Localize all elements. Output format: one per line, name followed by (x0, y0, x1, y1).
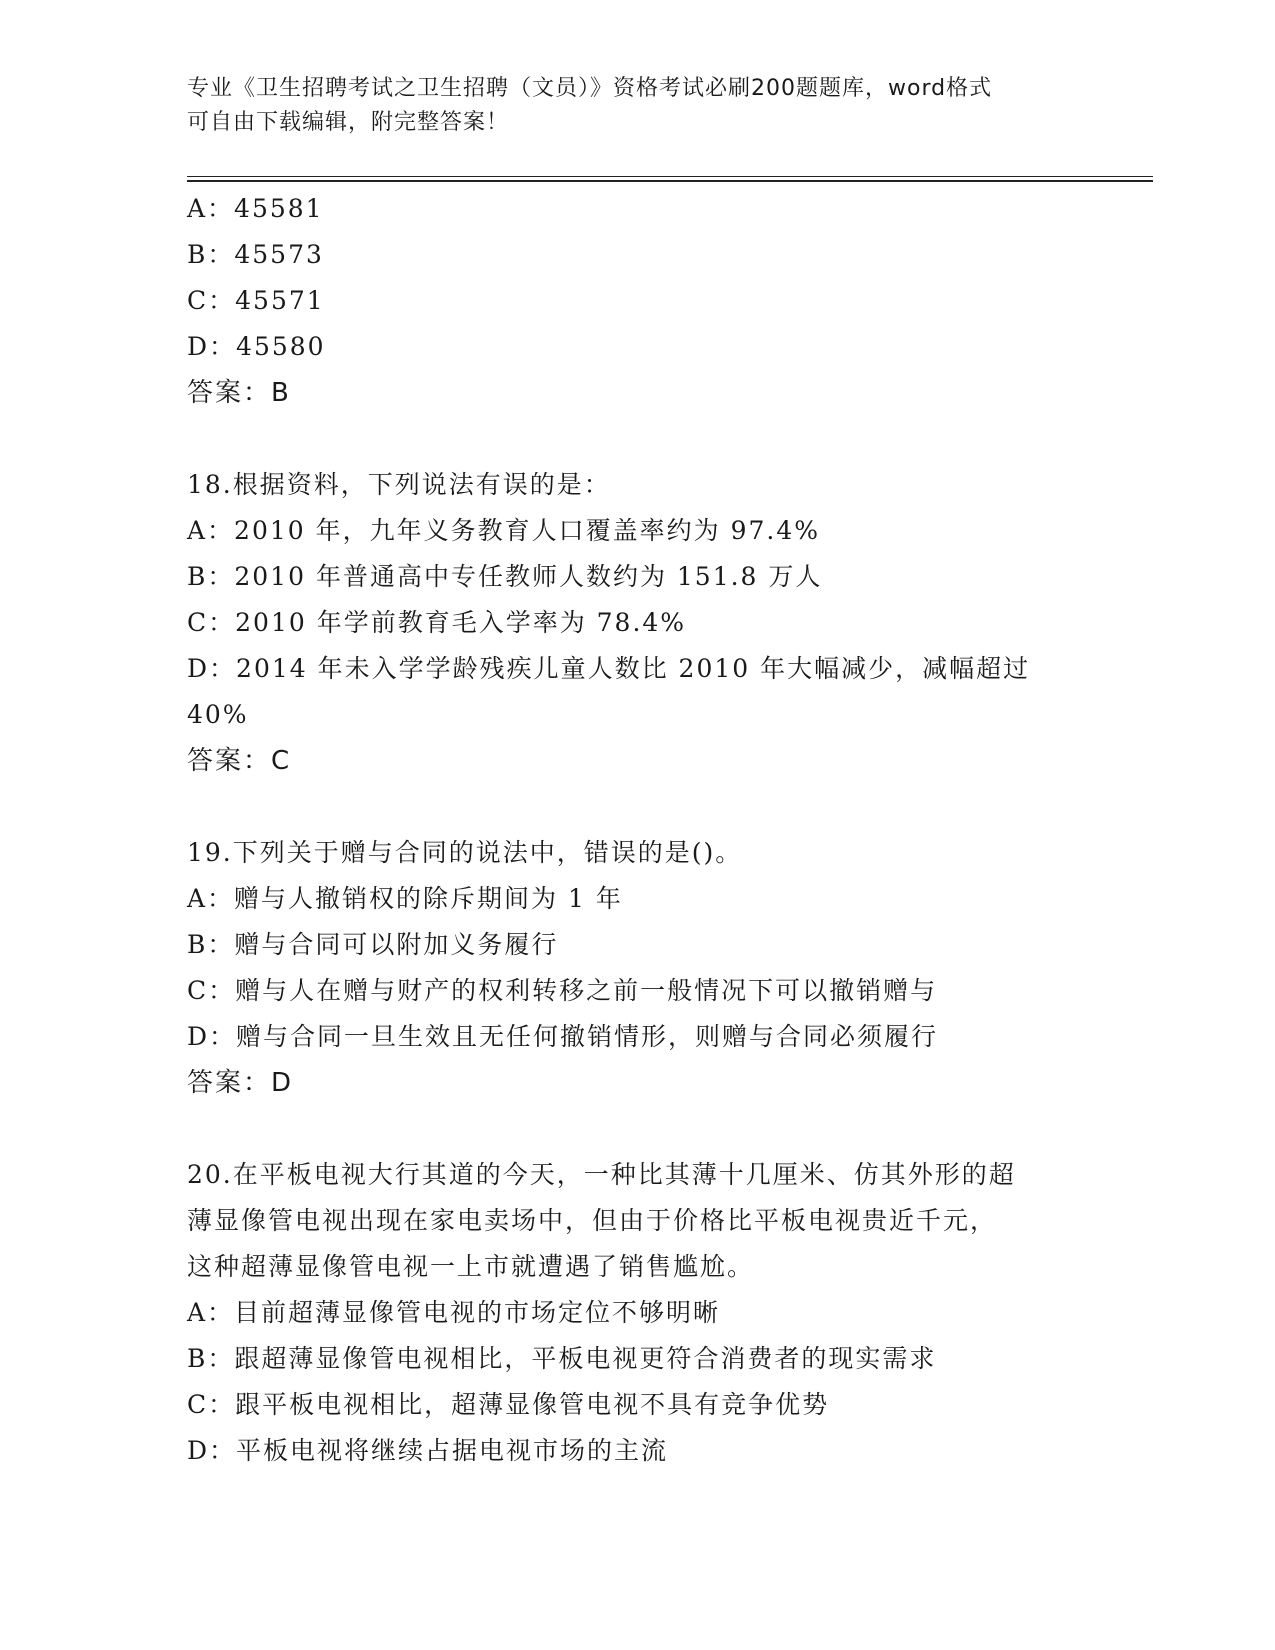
option-d: D：平板电视将继续占据电视市场的主流 (187, 1436, 669, 1465)
question-stem-continued: 这种超薄显像管电视一上市就遭遇了销售尴尬。 (187, 1252, 755, 1281)
option-c: C：2010 年学前教育毛入学率为 78.4% (187, 608, 687, 637)
question-stem: 19.下列关于赠与合同的说法中，错误的是()。 (187, 838, 743, 867)
question-stem-continued: 薄显像管电视出现在家电卖场中，但由于价格比平板电视贵近千元， (187, 1206, 998, 1235)
header-divider-thin (187, 176, 1153, 177)
question-18 (187, 462, 1087, 784)
option-d: D：45580 (187, 332, 326, 361)
option-a: A：45581 (187, 194, 324, 223)
option-b: B：跟超薄显像管电视相比，平板电视更符合消费者的现实需求 (187, 1344, 937, 1373)
option-d-continued: 40% (187, 700, 249, 729)
question-20 (187, 1152, 1087, 1474)
question-stem: 18.根据资料，下列说法有误的是： (187, 470, 611, 499)
header-title-line-2: 可自由下载编辑，附完整答案！ (187, 110, 510, 135)
option-a: A：目前超薄显像管电视的市场定位不够明晰 (187, 1298, 721, 1327)
header-title-line-1: 专业《卫生招聘考试之卫生招聘（文员）》资格考试必刷200题题库，word格式 (187, 76, 993, 101)
option-a: A：2010 年，九年义务教育人口覆盖率约为 97.4% (187, 516, 820, 545)
option-b: B：赠与合同可以附加义务履行 (187, 930, 559, 959)
header-divider-thick (187, 180, 1153, 182)
option-d: D：2014 年未入学学龄残疾儿童人数比 2010 年大幅减少，减幅超过 (187, 654, 1031, 683)
page-header (187, 72, 1087, 140)
question-19 (187, 830, 1087, 1106)
question-stem: 20.在平板电视大行其道的今天，一种比其薄十几厘米、仿其外形的超 (187, 1160, 1016, 1189)
option-b: B：2010 年普通高中专任教师人数约为 151.8 万人 (187, 562, 823, 591)
option-a: A：赠与人撤销权的除斥期间为 1 年 (187, 884, 623, 913)
option-d: D：赠与合同一旦生效且无任何撤销情形，则赠与合同必须履行 (187, 1022, 939, 1051)
answer-line: 答案：B (187, 378, 291, 408)
option-c: C：45571 (187, 286, 325, 315)
option-c: C：赠与人在赠与财产的权利转移之前一般情况下可以撤销赠与 (187, 976, 938, 1005)
option-c: C：跟平板电视相比，超薄显像管电视不具有竞争优势 (187, 1390, 830, 1419)
question-17-continued (187, 186, 1087, 416)
answer-line: 答案：C (187, 746, 292, 776)
option-b: B：45573 (187, 240, 324, 269)
answer-line: 答案：D (187, 1068, 294, 1098)
document-body (187, 186, 1087, 1474)
